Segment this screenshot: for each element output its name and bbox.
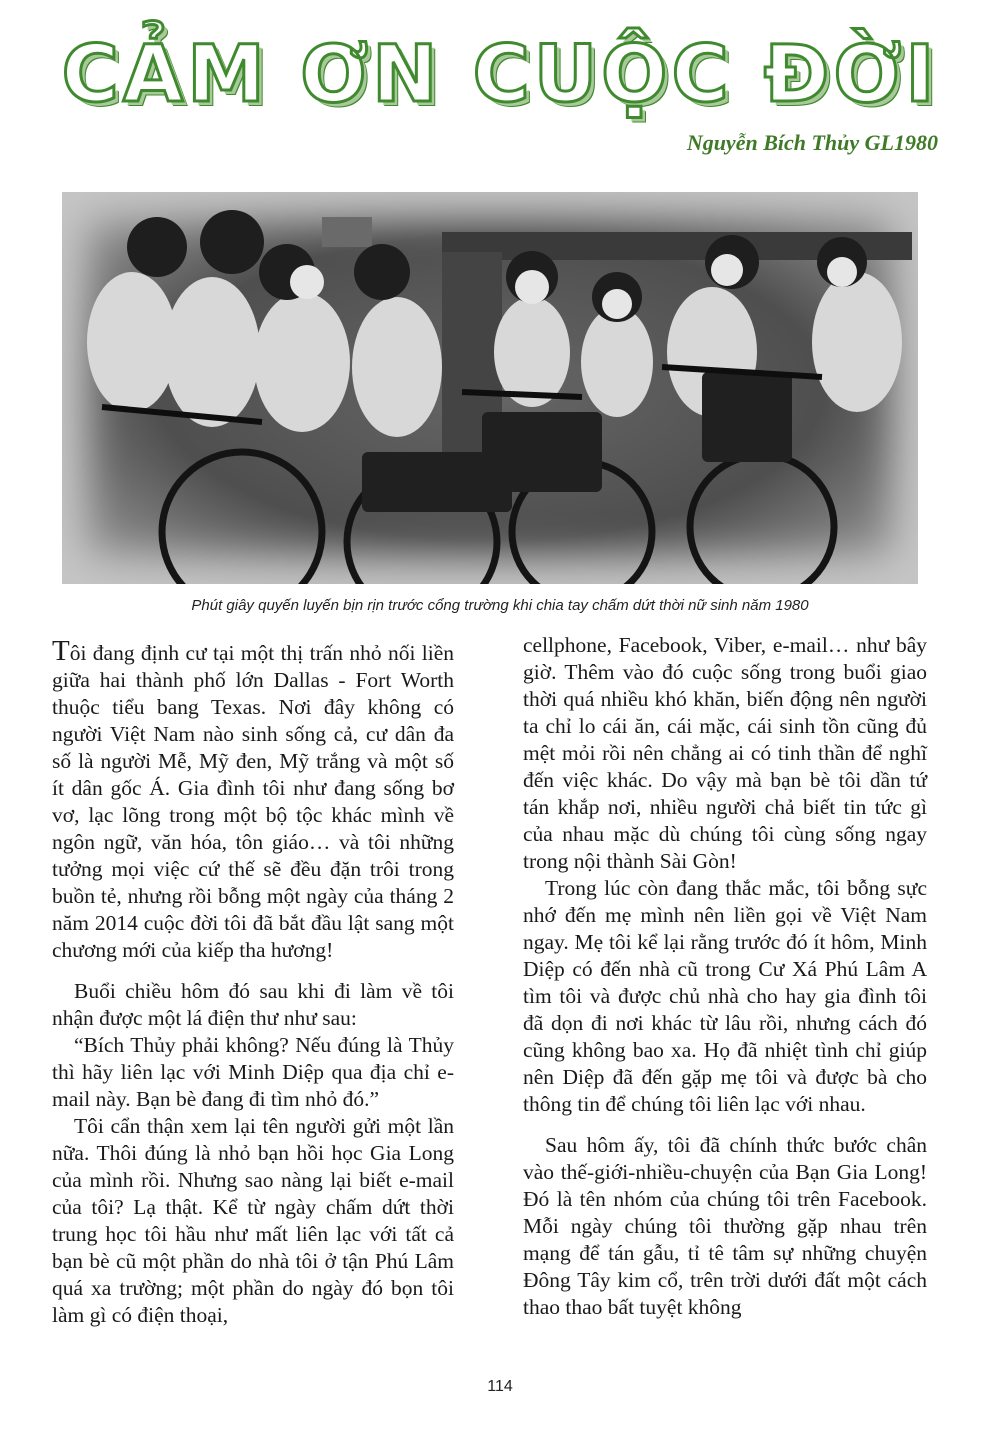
photo-caption: Phút giây quyến luyến bịn rịn trước cổng trường khi chia tay chấm dứt thời nữ sinh năm 1980 — [191, 597, 809, 614]
right-column — [523, 632, 927, 1321]
paragraph — [52, 635, 454, 964]
paragraph: Trong lúc còn đang thắc mắc, tôi bỗng sực nhớ đến mẹ mình nên liền gọi về Việt Nam ngay. Mẹ tôi kể lại rằng trước đó ít hôm, Minh Diệp có đến nhà cũ trong Cư Xá Phú Lâm A tìm tôi và được chủ nhà cho hay gia đình tôi đã dọn đi nơi khác từ lâu rồi, nhưng cách đó cũng không bao xa. Họ đã nhiệt tình chỉ giúp nên Diệp đã đến gặp mẹ tôi và được bà cho thông tin để chúng tôi liên lạc với nhau. — [523, 876, 927, 1116]
left-column — [52, 635, 454, 1329]
quoted-email: “Bích Thủy phải không? Nếu đúng là Thủy thì hãy liên lạc với Minh Diệp qua địa chỉ e-mail này. Bạn bè đang đi tìm nhỏ đó.” — [52, 1033, 454, 1111]
article-photo — [62, 192, 918, 584]
paragraph: Buổi chiều hôm đó sau khi đi làm về tôi nhận được một lá điện thư như sau: — [52, 979, 454, 1030]
paragraph-text: ôi đang định cư tại một thị trấn nhỏ nối liền giữa hai thành phố lớn Dallas - Fort Worth thuộc tiểu bang Texas. Nơi đây không có người Việt Nam nào sinh sống cả, cư dân đa số là người Mễ, Mỹ đen, Mỹ trắng và một số ít dân gốc Á. Gia đình tôi như đang sống bơ vơ, lạc lõng trong một bộ tộc khác mình về ngôn ngữ, văn hóa, tôn giáo… và tôi những tưởng mọi việc cứ thế sẽ đều đặn trôi trong buồn tẻ, nhưng rồi bỗng một ngày của tháng 2 năm 2014 cuộc đời tôi đã bắt đầu lật sang một chương mới của kiếp tha hương! — [52, 641, 454, 962]
photo-illustration — [62, 192, 918, 584]
author-byline: Nguyễn Bích Thủy GL1980 — [686, 130, 938, 155]
drop-cap: T — [52, 635, 70, 667]
article-title: CẢM ƠN CUỘC ĐỜI — [61, 30, 939, 120]
paragraph: Tôi cẩn thận xem lại tên người gửi một lần nữa. Thôi đúng là nhỏ bạn hồi học Gia Long của mình rồi. Nhưng sao nàng lại biết e-mail của tôi? Lạ thật. Kể từ ngày chấm dứt thời trung học tôi hầu như mất liên lạc với tất cả bạn bè cũ một phần do nhà tôi ở tận Phú Lâm quá xa trường; một phần do ngày đó bọn tôi làm gì có điện thoại, — [52, 1114, 454, 1327]
paragraph: Sau hôm ấy, tôi đã chính thức bước chân vào thế-giới-nhiều-chuyện của Bạn Gia Long! Đó là tên nhóm của chúng tôi trên Facebook. Mỗi ngày chúng tôi thường gặp nhau trên mạng để tán gẫu, tỉ tê tâm sự những chuyện Đông Tây kim cổ, trên trời dưới đất một cách thao thao bất tuyệt không — [523, 1133, 927, 1319]
paragraph: cellphone, Facebook, Viber, e-mail… như bây giờ. Thêm vào đó cuộc sống trong buổi giao thời quá nhiều khó khăn, biến động nên người ta chỉ lo cái ăn, cái mặc, cái sinh tồn cũng đủ mệt mỏi rồi nên chẳng ai có tinh thần để nghĩ đến việc khác. Do vậy mà bạn bè tôi dần tứ tán khắp nơi, nhiều người chả biết tin tức gì của nhau mặc dù chúng tôi cùng sống ngay trong nội thành Sài Gòn! — [523, 633, 927, 873]
page-number: 114 — [487, 1378, 513, 1395]
